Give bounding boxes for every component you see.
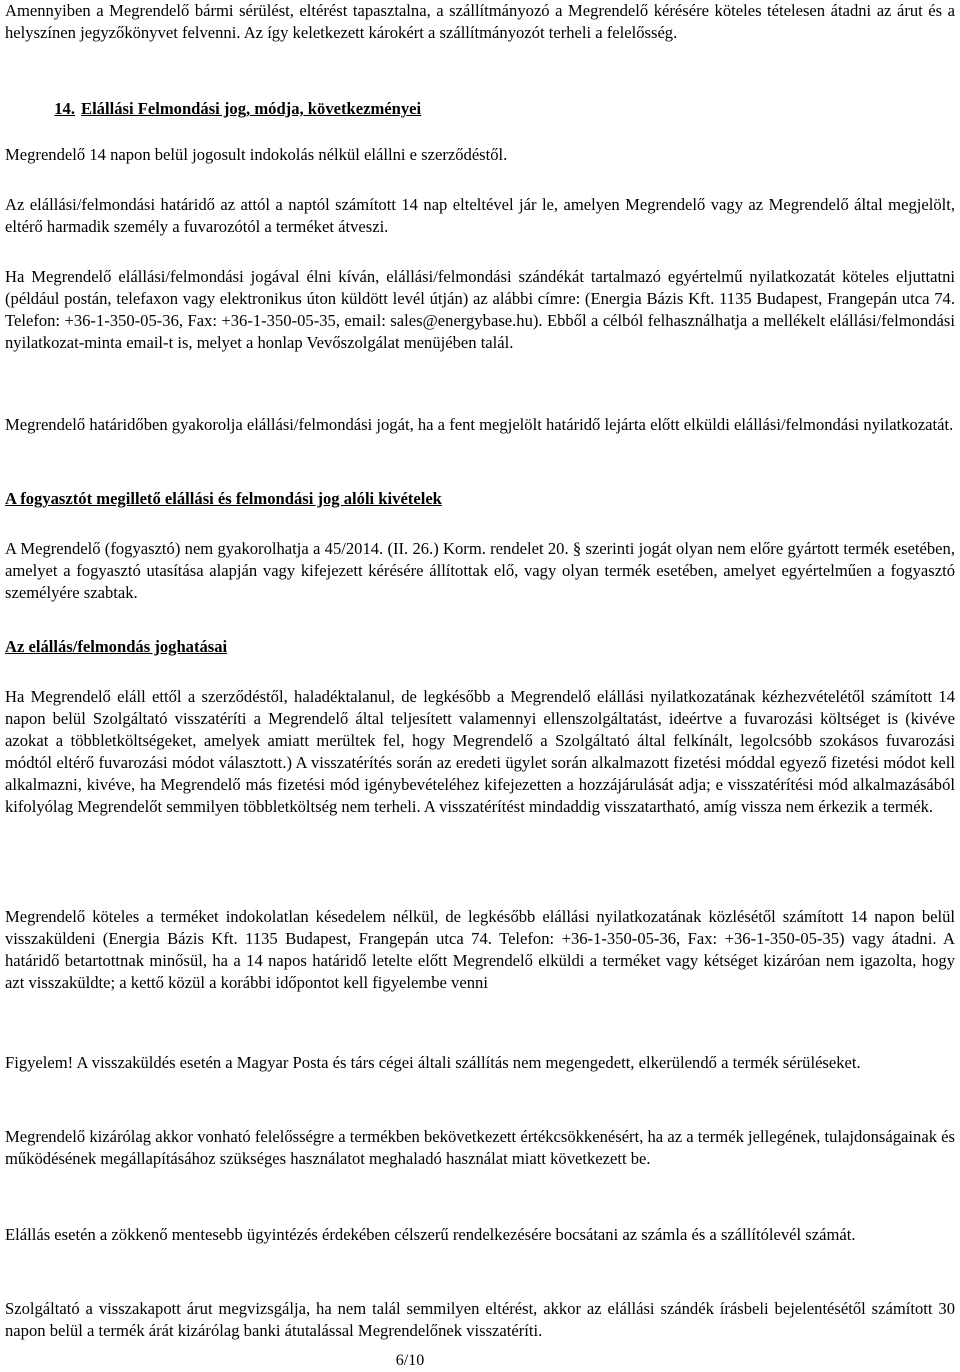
paragraph-invoice-number: Elállás esetén a zökkenő mentesebb ügyintézés érdekében célszerű rendelkezésére bocsátani az számla és a szállítólevél számát. (5, 1225, 856, 1244)
paragraph-deadline: Az elállási/felmondási határidő az attól a naptól számított 14 nap elteltével jár le, amelyen Megrendelő vagy az Megrendelő által megjelölt, eltérő harmadik személy a fuvarozótól a terméket átveszi. (5, 195, 955, 236)
paragraph-withdrawal-right: Megrendelő 14 napon belül jogosult indokolás nélkül elállni e szerződéstől. (5, 145, 508, 164)
paragraph-exceptions: A Megrendelő (fogyasztó) nem gyakorolhatja a 45/2014. (II. 26.) Korm. rendelet 20. § szerinti jogát olyan nem előre gyártott termék esetében, amelyet a fogyasztó utasítása alapján vagy kifejezett kérésére állítottak elő, vagy olyan termék esetében, amelyet egyértelműen a fogyasztó személyére szabtak. (5, 539, 955, 602)
heading-exceptions: A fogyasztót megillető elállási és felmondási jog alóli kivételek (5, 489, 442, 508)
top-paragraph: Amennyiben a Megrendelő bármi sérülést, eltérést tapasztalna, a szállítmányozó a Megrendelő kérésére köteles tételesen átadni az árut és a helyszínen jegyzőkönyvet felvenni. Az így keletkezett károkért a szállítmányozót terheli a felelősség. (5, 1, 955, 42)
document-page (5, 0, 955, 1372)
section-14-heading (5, 98, 955, 120)
section-title: Elállási Felmondási jog, módja, következményei (81, 99, 422, 118)
page-number: 6/10 (395, 1352, 425, 1369)
paragraph-how-to-withdraw: Ha Megrendelő elállási/felmondási jogával élni kíván, elállási/felmondási szándékát tartalmazó egyértelmű nyilatkozatát köteles eljuttatni (például postán, telefaxon vagy elektronikus úton küldött levél útján) az alábbi címre: (Energia Bázis Kft. 1135 Budapest, Frangepán utca 74. Telefon: +36-1-350-05-36, Fax: +36-1-350-05-35, email: sales@energybase.hu). Ebből a célból felhasználhatja a mellékelt elállási/felmondási nyilatkozat-minta email-t is, melyet a honlap Vevőszolgálat menüjében talál. (5, 267, 955, 352)
paragraph-liability: Megrendelő kizárólag akkor vonható felelősségre a termékben bekövetkezett értékcsökkenésért, ha az a termék jellegének, tulajdonságainak és működésének megállapításához szükséges használatot meghaladó használat miatt következett be. (5, 1127, 955, 1168)
paragraph-inspection-refund: Szolgáltató a visszakapott árut megvizsgálja, ha nem talál semmilyen eltérést, akkor az elállási szándék írásbeli bejelentésétől számított 30 napon belül a termék árát kizárólag banki átutalással Megrendelőnek visszatéríti. (5, 1299, 955, 1340)
paragraph-deadline-met: Megrendelő határidőben gyakorolja elállási/felmondási jogát, ha a fent megjelölt határidő lejárta előtt elküldi elállási/felmondási nyilatkozatát. (5, 415, 954, 434)
paragraph-return-goods: Megrendelő köteles a terméket indokolatlan késedelem nélkül, de legkésőbb elállási nyilatkozatának közlésétől számított 14 napon belül visszaküldeni (Energia Bázis Kft. 1135 Budapest, Frangepán utca 74. Telefon: +36-1-350-05-36, Fax: +36-1-350-05-35) vagy átadni. A határidő betartottnak minősül, ha a 14 napos határidő letelte előtt Megrendelő elküldi a terméket vagy kétséget kizáróan nem igazolta, hogy azt visszaküldte; a kettő közül a korábbi időpontot kell figyelembe venni (5, 907, 955, 992)
paragraph-refund: Ha Megrendelő eláll ettől a szerződéstől, haladéktalanul, de legkésőbb a Megrendelő elállási nyilatkozatának kézhezvételétől számított 14 napon belül Szolgáltató visszatéríti a Megrendelő által teljesített valamennyi ellenszolgáltatást, ideértve a fuvarozási költséget is (kivéve azokat a többletköltségeket, amelyek amiatt merültek fel, hogy Megrendelő a Szolgáltató által felkínált, legolcsóbb szokásos fuvarozási módtól eltérő fuvarozási módot választott.) A visszatérítés során az eredeti ügylet során alkalmazott fizetési móddal egyező fizetési módot kell alkalmazni, kivéve, ha Megrendelő más fizetési mód igénybevételéhez kifejezetten a hozzájárulását adja; e visszatérítési mód alkalmazásából kifolyólag Megrendelőt semmilyen többletköltség nem terheli. A visszatérítést mindaddig visszatartható, amíg vissza nem érkezik a termék. (5, 687, 955, 816)
section-number: 14. (54, 99, 75, 118)
heading-effects: Az elállás/felmondás joghatásai (5, 637, 228, 656)
paragraph-warning: Figyelem! A visszaküldés esetén a Magyar Posta és társ cégei általi szállítás nem megengedett, elkerülendő a termék sérüléseket. (5, 1053, 861, 1072)
